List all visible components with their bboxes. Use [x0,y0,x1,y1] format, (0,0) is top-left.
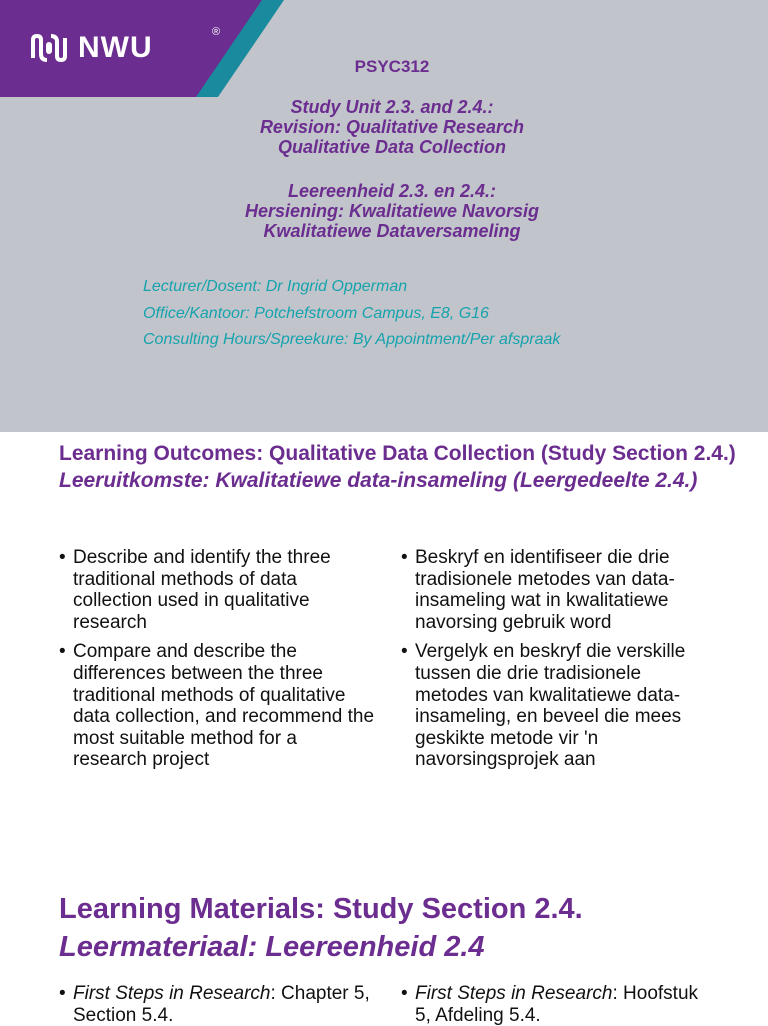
outcomes-columns [59,547,719,779]
outcomes-slide [0,432,768,1024]
afrikaans-heading-line-2: Hersiening: Kwalitatiewe Navorsig [244,201,540,221]
separator: : [612,983,618,1004]
outcomes-afrikaans-column [401,547,719,779]
material-detail: Chapter 5, Section 5.4. [73,983,370,1026]
materials-english-column [59,983,375,1026]
consulting-hours-info: Consulting Hours/Spreekure: By Appointment/Per afspraak [143,331,561,348]
outcome-af-item: • Vergelyk en beskryf die verskille tussen die drie tradisionele metodes van kwalitatiewe data-insameling, en beveel die mees geskikte metode vir 'n navorsingsprojek aan [401,641,719,771]
title-slide [0,0,768,432]
outcomes-english-column [59,547,375,779]
english-heading-line-2: Revision: Qualitative Research [259,117,525,137]
afrikaans-heading-line-3: Kwalitatiewe Dataversameling [263,221,521,241]
learning-outcomes-title-af: Leeruitkomste: Kwalitatiewe data-insameling (Leergedeelte 2.4.) [59,469,698,492]
afrikaans-heading [180,181,604,241]
office-info: Office/Kantoor: Potchefstroom Campus, E8, G16 [143,305,489,322]
materials-columns [59,983,719,1026]
outcome-en-item: • Compare and describe the differences between the three traditional methods of qualitative data collection, and recommend the most suitable method for a research project [59,641,375,771]
learning-outcomes-title-en: Learning Outcomes: Qualitative Data Collection (Study Section 2.4.) [59,442,736,465]
learning-materials-title-af: Leermateriaal: Leereenheid 2.4 [59,931,485,963]
separator: : [270,983,276,1004]
material-af-item [401,983,719,1026]
outcome-af-item: • Beskryf en identifiseer die drie tradisionele metodes van data-insameling wat in kwalitatiewe navorsing gebruik word [401,547,719,633]
afrikaans-heading-line-1: Leereenheid 2.3. en 2.4.: [287,181,497,201]
learning-materials-title-en: Learning Materials: Study Section 2.4. [59,893,583,925]
outcome-en-item: • Describe and identify the three traditional methods of data collection used in qualitative research [59,547,375,633]
material-en-item [59,983,375,1026]
book-title: First Steps in Research [415,983,613,1004]
book-title: First Steps in Research [73,983,271,1004]
learning-outcomes-title [59,440,739,494]
material-detail: Hoofstuk 5, Afdeling 5.4. [415,983,699,1026]
lecturer-info: Lecturer/Dosent: Dr Ingrid Opperman [143,278,408,295]
english-heading-line-1: Study Unit 2.3. and 2.4.: [290,97,494,117]
nwu-logo-icon [28,30,70,66]
nwu-logo [28,26,221,66]
course-code: PSYC312 [354,57,430,76]
registered-mark: ® [212,26,221,38]
learning-materials-title [59,890,583,966]
logo-text: NWU [78,31,153,64]
materials-afrikaans-column [401,983,719,1026]
english-heading [180,97,604,157]
english-heading-line-3: Qualitative Data Collection [277,137,507,157]
